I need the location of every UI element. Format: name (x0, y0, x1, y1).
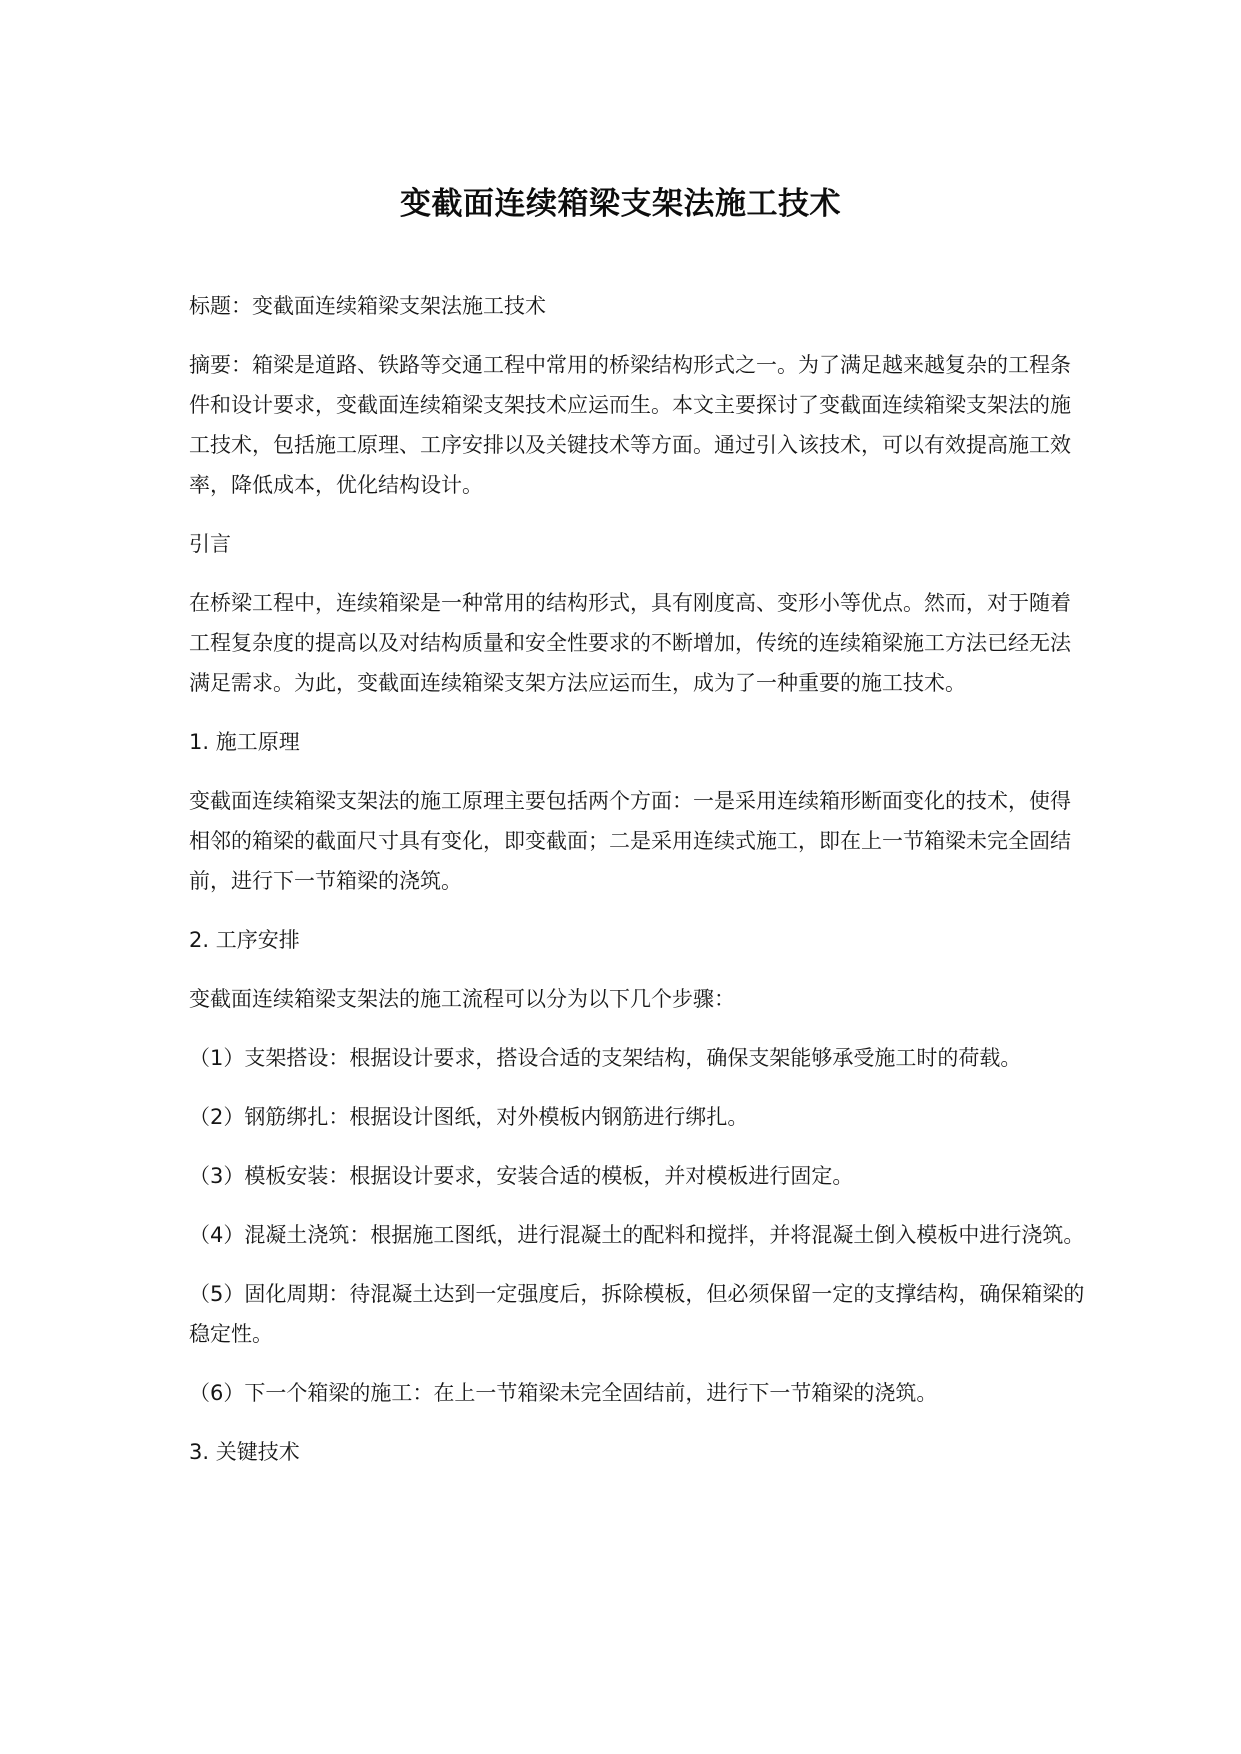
procedure-step-5: （5）固化周期：待混凝土达到一定强度后，拆除模板，但必须保留一定的支撑结构，确保箱梁的稳定性。 (189, 1282, 1085, 1346)
procedure-step-2: （2）钢筋绑扎：根据设计图纸，对外模板内钢筋进行绑扎。 (189, 1105, 749, 1129)
procedure-step-6: （6）下一个箱梁的施工：在上一节箱梁未完全固结前，进行下一节箱梁的浇筑。 (189, 1381, 938, 1405)
document-title: 变截面连续箱梁支架法施工技术 (400, 186, 841, 222)
title-line: 标题：变截面连续箱梁支架法施工技术 (189, 294, 546, 318)
introduction-paragraph: 在桥梁工程中，连续箱梁是一种常用的结构形式，具有刚度高、变形小等优点。然而，对于随着工程复杂度的提高以及对结构质量和安全性要求的不断增加，传统的连续箱梁施工方法已经无法满足需求。为此，变截面连续箱梁支架方法应运而生，成为了一种重要的施工技术。 (189, 591, 1071, 695)
procedure-step-1: （1）支架搭设：根据设计要求，搭设合适的支架结构，确保支架能够承受施工时的荷载。 (189, 1046, 1022, 1070)
section-heading-procedure: 2. 工序安排 (189, 928, 300, 952)
principle-paragraph: 变截面连续箱梁支架法的施工原理主要包括两个方面：一是采用连续箱形断面变化的技术，使得相邻的箱梁的截面尺寸具有变化，即变截面；二是采用连续式施工，即在上一节箱梁未完全固结前，进行下一节箱梁的浇筑。 (189, 789, 1071, 893)
introduction-heading: 引言 (189, 532, 231, 556)
procedure-intro-paragraph: 变截面连续箱梁支架法的施工流程可以分为以下几个步骤： (189, 987, 735, 1011)
section-heading-key-technology: 3. 关键技术 (189, 1440, 300, 1464)
document-body (189, 286, 1089, 1472)
section-heading-principle: 1. 施工原理 (189, 730, 300, 754)
procedure-step-4: （4）混凝土浇筑：根据施工图纸，进行混凝土的配料和搅拌，并将混凝土倒入模板中进行浇筑。 (189, 1223, 1085, 1247)
procedure-step-3: （3）模板安装：根据设计要求，安装合适的模板，并对模板进行固定。 (189, 1164, 854, 1188)
abstract-paragraph: 摘要：箱梁是道路、铁路等交通工程中常用的桥梁结构形式之一。为了满足越来越复杂的工程条件和设计要求，变截面连续箱梁支架技术应运而生。本文主要探讨了变截面连续箱梁支架法的施工技术，包括施工原理、工序安排以及关键技术等方面。通过引入该技术，可以有效提高施工效率，降低成本，优化结构设计。 (189, 353, 1071, 497)
